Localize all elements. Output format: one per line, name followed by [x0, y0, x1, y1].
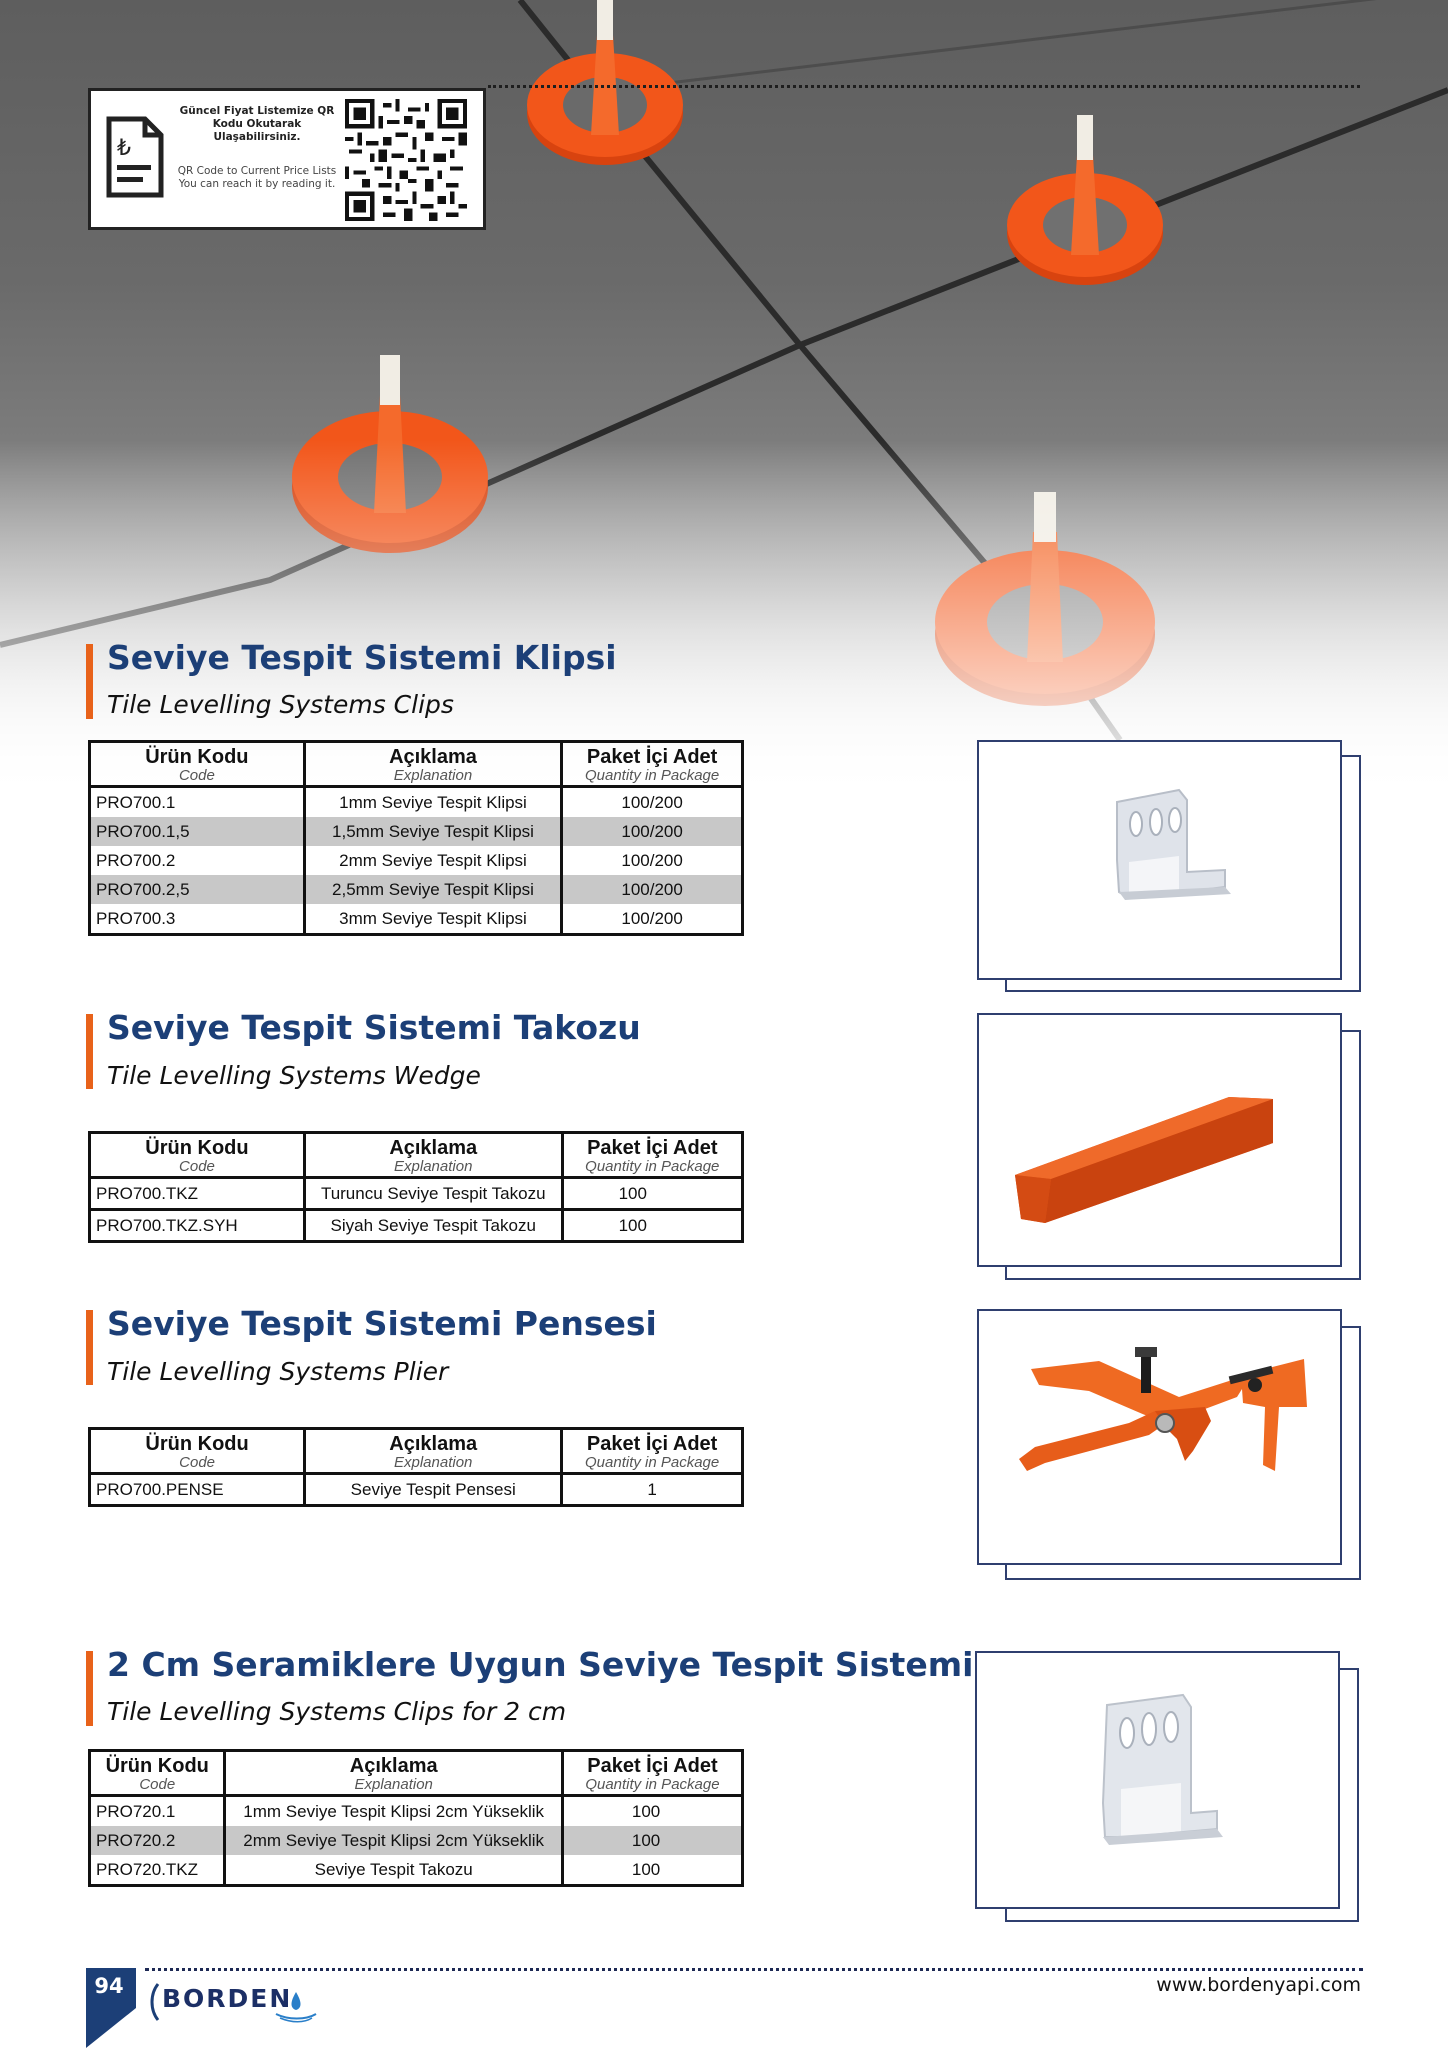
row-desc: 2mm Seviye Tespit Klipsi 2cm Yükseklik: [225, 1826, 562, 1855]
row-desc: 2mm Seviye Tespit Klipsi: [304, 846, 562, 875]
qr-text-english: QR Code to Current Price Lists You can reach it by reading it.: [177, 165, 337, 190]
section-2-title: Seviye Tespit Sistemi Takozu: [107, 1008, 641, 1047]
row-code: PRO700.PENSE: [90, 1474, 305, 1506]
levelling-clip-illustration: [979, 742, 1344, 982]
row-desc: Seviye Tespit Pensesi: [305, 1474, 562, 1506]
col-header-code: [90, 742, 305, 787]
header-desc-en: Explanation: [394, 1454, 473, 1471]
col-header-qty: [562, 1751, 742, 1796]
row-qty: 100/200: [562, 787, 743, 818]
row-qty: 100: [562, 1826, 742, 1855]
row-code: PRO700.2: [90, 846, 305, 875]
table-header-row: [90, 742, 743, 787]
levelling-clip-2cm-illustration: [977, 1653, 1342, 1911]
brand-name: BORDEN: [162, 1984, 293, 2013]
website-link[interactable]: www.bordenyapi.com: [1156, 1974, 1361, 1996]
header-code: Ürün Kodu: [145, 1433, 249, 1455]
table-row: [90, 1826, 743, 1855]
col-header-qty: [562, 1429, 743, 1474]
row-code: PRO700.2,5: [90, 875, 305, 904]
col-header-qty: [562, 1133, 742, 1178]
svg-text:₺: ₺: [117, 136, 131, 161]
row-desc: 3mm Seviye Tespit Klipsi: [304, 904, 562, 935]
header-qty-en: Quantity in Package: [585, 1158, 720, 1175]
row-qty: 100/200: [562, 846, 743, 875]
row-code: PRO720.1: [90, 1796, 225, 1827]
col-header-desc: [305, 1429, 562, 1474]
row-desc: Turuncu Seviye Tespit Takozu: [304, 1178, 562, 1210]
section-4-title: 2 Cm Seramiklere Uygun Seviye Tespit Sistemi: [107, 1645, 974, 1684]
header-qty-en: Quantity in Package: [585, 1454, 720, 1471]
section-1-title: Seviye Tespit Sistemi Klipsi: [107, 638, 617, 677]
col-header-code: [90, 1133, 305, 1178]
row-code: PRO700.TKZ: [90, 1178, 305, 1210]
section-1-table: [88, 740, 744, 936]
row-code: PRO720.2: [90, 1826, 225, 1855]
row-qty: 100: [562, 1178, 742, 1210]
row-qty: 100/200: [562, 875, 743, 904]
header-code: Ürün Kodu: [145, 746, 249, 768]
section-3-subtitle: Tile Levelling Systems Plier: [107, 1357, 449, 1386]
col-header-desc: [304, 742, 562, 787]
table-row: [90, 1210, 743, 1242]
col-header-code: [90, 1751, 225, 1796]
header-qty-en: Quantity in Package: [585, 1776, 720, 1793]
section-4-table: [88, 1749, 744, 1887]
table-row: [90, 1178, 743, 1210]
page-number: 94: [94, 1974, 124, 1998]
header-desc: Açıklama: [349, 1755, 438, 1777]
col-header-desc: [304, 1133, 562, 1178]
row-desc: Seviye Tespit Takozu: [225, 1855, 562, 1886]
section-4-subtitle: Tile Levelling Systems Clips for 2 cm: [107, 1697, 567, 1726]
section-2-subtitle: Tile Levelling Systems Wedge: [107, 1061, 481, 1090]
table-header-row: [90, 1133, 743, 1178]
qr-code[interactable]: [345, 99, 467, 221]
section-1-subtitle: Tile Levelling Systems Clips: [107, 690, 454, 719]
qr-text-turkish: Güncel Fiyat Listemize QR Kodu Okutarak Ulaşabilirsiniz.: [179, 105, 335, 143]
section-2-accent-bar: [86, 1014, 93, 1089]
wedge-illustration: [979, 1015, 1344, 1269]
table-header-row: [90, 1751, 743, 1796]
header-desc: Açıklama: [389, 746, 477, 768]
footer-dotted-line: [145, 1968, 1363, 1971]
table-row: [90, 1855, 743, 1886]
col-header-desc: [225, 1751, 562, 1796]
header-code: Ürün Kodu: [105, 1755, 209, 1777]
header-qty: Paket İçi Adet: [586, 1433, 718, 1455]
row-desc: 1,5mm Seviye Tespit Klipsi: [304, 817, 562, 846]
header-desc-en: Explanation: [394, 1158, 473, 1175]
price-document-icon: [105, 115, 165, 199]
row-code: PRO700.TKZ.SYH: [90, 1210, 305, 1242]
table-row: [90, 1796, 743, 1827]
header-qty-en: Quantity in Package: [584, 767, 720, 784]
header-desc: Açıklama: [389, 1433, 478, 1455]
section-3-accent-bar: [86, 1310, 93, 1385]
row-code: PRO700.1: [90, 787, 305, 818]
row-code: PRO700.3: [90, 904, 305, 935]
clip-2cm-product-image: [975, 1651, 1340, 1909]
col-header-qty: [562, 742, 743, 787]
row-desc: 1mm Seviye Tespit Klipsi: [304, 787, 562, 818]
row-qty: 100: [562, 1796, 742, 1827]
header-qty: Paket İçi Adet: [587, 1755, 718, 1777]
plier-product-image: [977, 1309, 1342, 1565]
table-row: [90, 904, 743, 935]
row-qty: 100: [562, 1855, 742, 1886]
wedge-product-image: [977, 1013, 1342, 1267]
header-code-en: Code: [139, 1776, 176, 1793]
section-3-title: Seviye Tespit Sistemi Pensesi: [107, 1304, 657, 1343]
section-2-table: [88, 1131, 744, 1243]
clip-product-image: [977, 740, 1342, 980]
table-row: [90, 787, 743, 818]
row-qty: 100: [562, 1210, 742, 1242]
row-desc: Siyah Seviye Tespit Takozu: [304, 1210, 562, 1242]
table-row: [90, 1474, 743, 1506]
table-row: [90, 846, 743, 875]
header-desc-en: Explanation: [354, 1776, 433, 1793]
header-code: Ürün Kodu: [145, 1137, 249, 1159]
table-header-row: [90, 1429, 743, 1474]
header-code-en: Code: [178, 767, 215, 784]
plier-illustration: [979, 1311, 1344, 1567]
row-desc: 1mm Seviye Tespit Klipsi 2cm Yükseklik: [225, 1796, 562, 1827]
qr-price-list-box: [88, 88, 486, 230]
header-qty: Paket İçi Adet: [586, 746, 718, 768]
section-1-accent-bar: [86, 644, 93, 719]
header-code-en: Code: [179, 1454, 215, 1471]
row-code: PRO700.1,5: [90, 817, 305, 846]
header-desc: Açıklama: [389, 1137, 478, 1159]
row-qty: 100/200: [562, 817, 743, 846]
header-code-en: Code: [179, 1158, 215, 1175]
header-qty: Paket İçi Adet: [587, 1137, 718, 1159]
table-row: [90, 875, 743, 904]
header-desc-en: Explanation: [393, 767, 473, 784]
row-code: PRO720.TKZ: [90, 1855, 225, 1886]
top-dotted-line: [488, 85, 1360, 88]
row-qty: 1: [562, 1474, 743, 1506]
col-header-code: [90, 1429, 305, 1474]
section-4-accent-bar: [86, 1651, 93, 1726]
section-3-table: [88, 1427, 744, 1507]
row-desc: 2,5mm Seviye Tespit Klipsi: [304, 875, 562, 904]
row-qty: 100/200: [562, 904, 743, 935]
table-row: [90, 817, 743, 846]
